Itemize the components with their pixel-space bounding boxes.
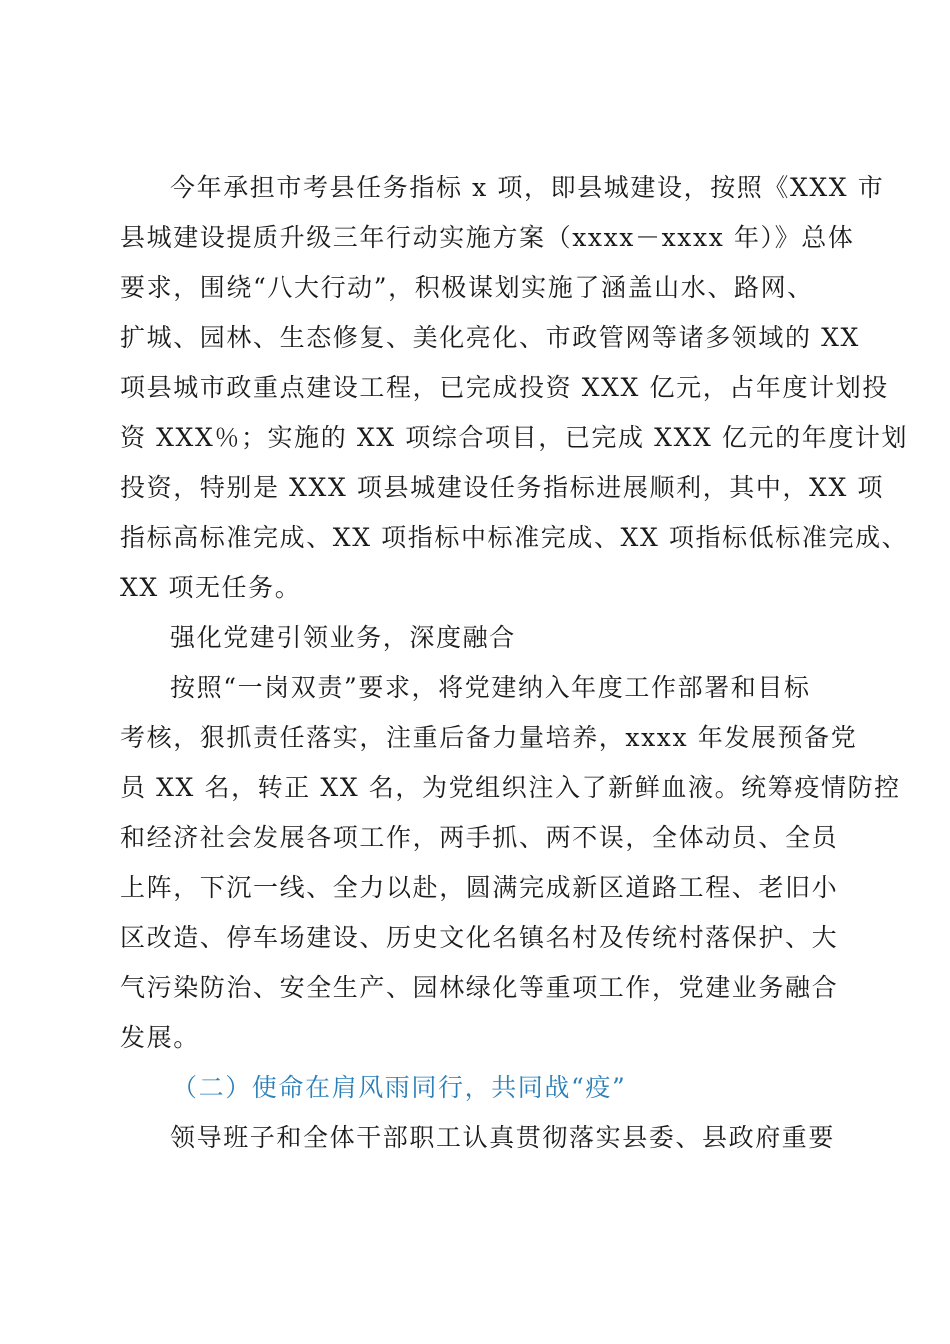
paragraph-line: 和经济社会发展各项工作，两手抓、两不误，全体动员、全员 — [120, 823, 839, 852]
section-heading: （二）使命在肩风雨同行，共同战“疫” — [172, 1073, 627, 1102]
paragraph-line: 投资，特别是 XXX 项县城建设任务指标进展顺利，其中，XX 项 — [120, 473, 885, 502]
paragraph-line: 资 XXX％；实施的 XX 项综合项目，已完成 XXX 亿元的年度计划 — [120, 423, 909, 452]
paragraph-line: 气污染防治、安全生产、园林绿化等重项工作，党建业务融合 — [120, 973, 839, 1002]
paragraph-line: 按照“一岗双责”要求，将党建纳入年度工作部署和目标 — [170, 673, 811, 702]
paragraph-line: 考核，狠抓责任落实，注重后备力量培养，xxxx 年发展预备党 — [120, 723, 858, 752]
paragraph-line: 上阵，下沉一线、全力以赴，圆满完成新区道路工程、老旧小 — [120, 873, 839, 902]
paragraph-line: XX 项无任务。 — [120, 573, 302, 602]
paragraph-line: 扩城、园林、生态修复、美化亮化、市政管网等诸多领域的 XX — [120, 323, 860, 352]
paragraph-line: 发展。 — [120, 1023, 200, 1052]
paragraph-line: 县城建设提质升级三年行动实施方案（xxxx－xxxx 年）》总体 — [120, 223, 855, 252]
paragraph-line: 项县城市政重点建设工程，已完成投资 XXX 亿元，占年度计划投 — [120, 373, 889, 402]
paragraph-line: 员 XX 名，转正 XX 名，为党组织注入了新鲜血液。统筹疫情防控 — [120, 773, 901, 802]
subheading: 强化党建引领业务，深度融合 — [170, 623, 516, 652]
paragraph-line: 指标高标准完成、XX 项指标中标准完成、XX 项指标低标准完成、 — [120, 523, 909, 552]
paragraph-line: 区改造、停车场建设、历史文化名镇名村及传统村落保护、大 — [120, 923, 839, 952]
paragraph-line: 领导班子和全体干部职工认真贯彻落实县委、县政府重要 — [170, 1123, 836, 1152]
paragraph-line: 今年承担市考县任务指标 x 项，即县城建设，按照《XXX 市 — [170, 173, 885, 202]
paragraph-line: 要求，围绕“八大行动”，积极谋划实施了涵盖山水、路网、 — [120, 273, 814, 302]
